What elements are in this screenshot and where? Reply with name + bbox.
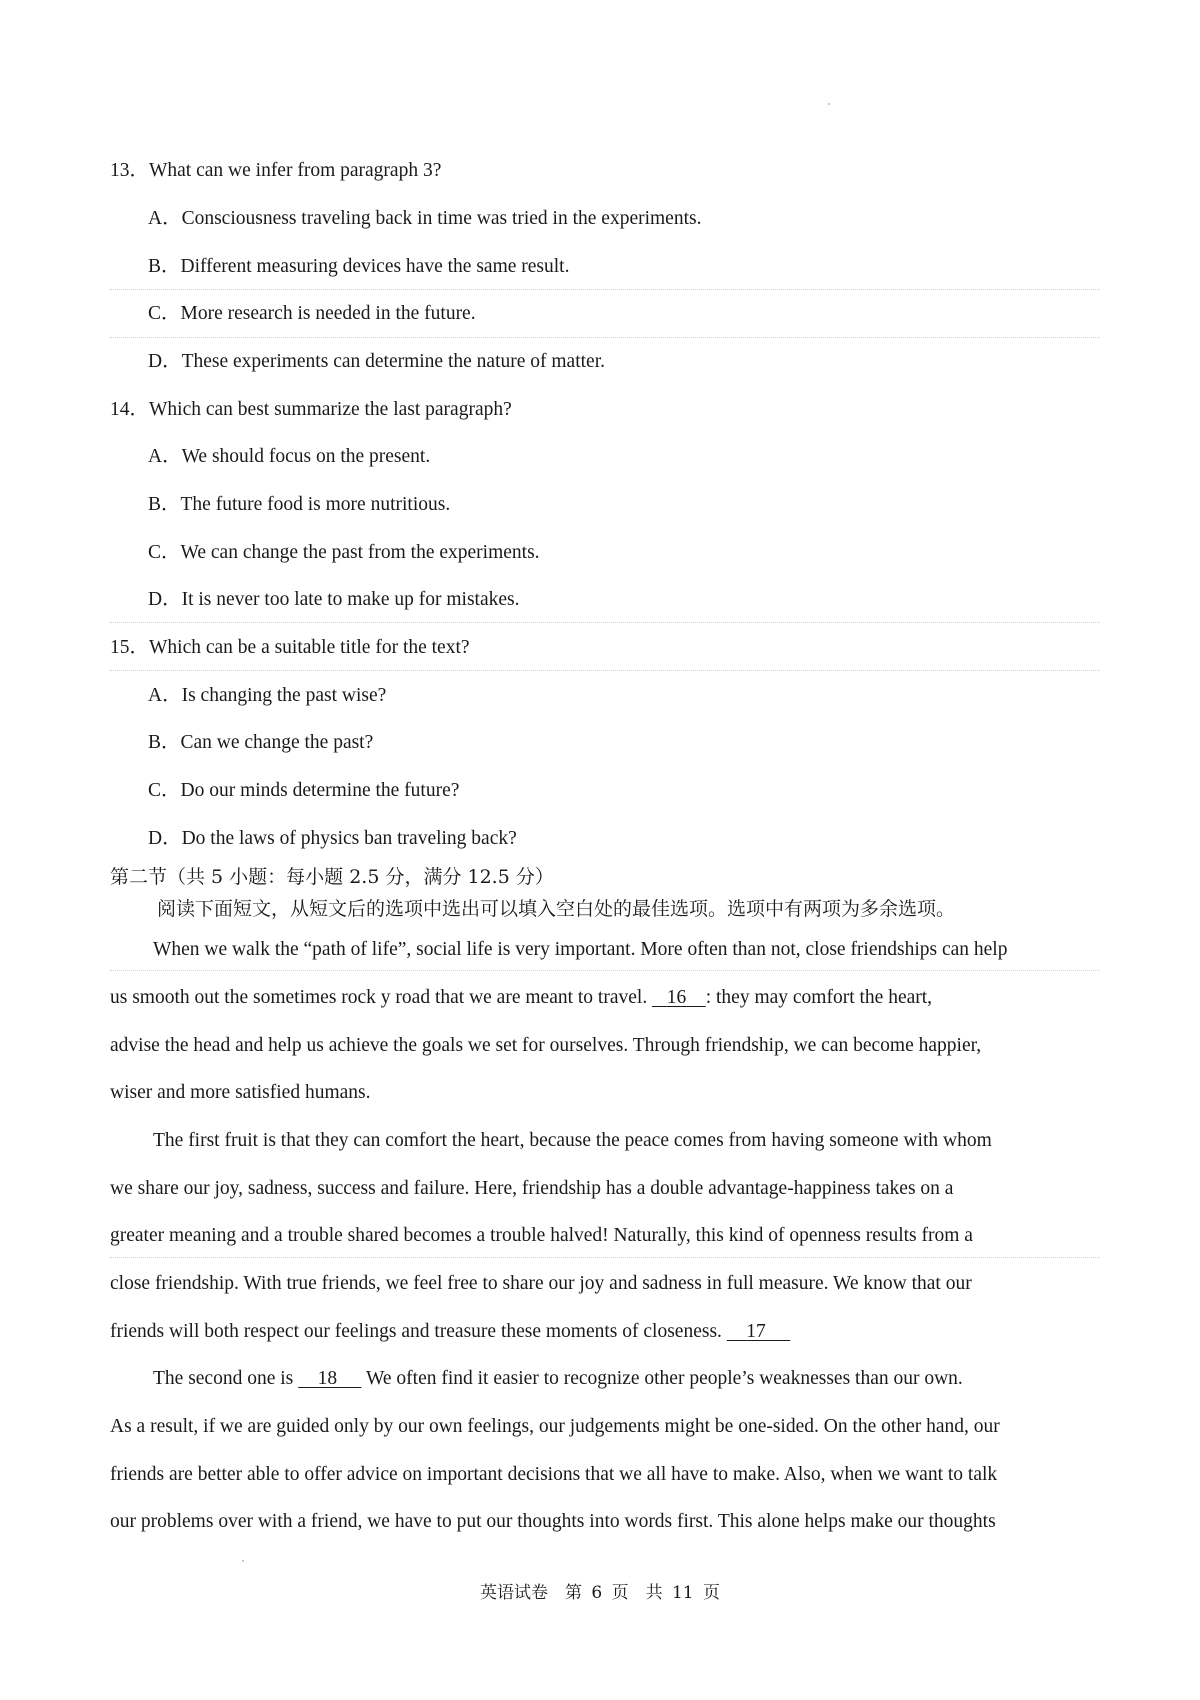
question-15-option-b: B．Can we change the past? [148, 732, 374, 753]
question-14-option-c: C．We can change the past from the experiments. [148, 542, 540, 563]
passage-p2-line-5 [110, 1320, 790, 1344]
blank-17-number: 17 [746, 1321, 766, 1342]
passage-p2-line-5-text: friends will both respect our feelings and treasure these moments of closeness. [110, 1321, 727, 1342]
blank-16 [652, 986, 706, 1010]
scan-dotted-rule [110, 337, 1100, 338]
passage-p3-line-1 [153, 1367, 963, 1391]
question-14-stem: 14．Which can best summarize the last paragraph? [110, 399, 512, 420]
question-13-option-d: D．These experiments can determine the nature of matter. [148, 351, 605, 372]
passage-p1-line-4: wiser and more satisfied humans. [110, 1082, 371, 1103]
passage-p1-line-2 [110, 986, 932, 1010]
passage-p3-line-4: our problems over with a friend, we have to put our thoughts into words first. This alone helps make our thoughts [110, 1511, 996, 1532]
question-15-stem: 15．Which can be a suitable title for the text? [110, 637, 470, 658]
passage-p2-line-3: greater meaning and a trouble shared becomes a trouble halved! Naturally, this kind of openness results from a [110, 1225, 973, 1246]
question-13-option-c: C．More research is needed in the future. [148, 303, 476, 324]
scan-dotted-rule [110, 289, 1100, 290]
passage-p3-line-3: friends are better able to offer advice on important decisions that we all have to make. Also, when we want to talk [110, 1464, 998, 1485]
passage-p1-line-1: When we walk the “path of life”, social life is very important. More often than not, close friendships can help [153, 939, 1008, 960]
passage-p1-line-2-text-a: us smooth out the sometimes rock y road that we are meant to travel. [110, 987, 653, 1008]
passage-p1-line-3: advise the head and help us achieve the goals we set for ourselves. Through friendship, we can become happier, [110, 1035, 982, 1056]
section-2-instruction: 阅读下面短文，从短文后的选项中选出可以填入空白处的最佳选项。选项中有两项为多余选项。 [157, 898, 956, 920]
scan-dotted-rule [110, 970, 1100, 971]
question-14-option-b: B．The future food is more nutritious. [148, 494, 451, 515]
scan-dotted-rule [110, 622, 1100, 623]
blank-18-number: 18 [317, 1368, 338, 1389]
question-13-option-b: B．Different measuring devices have the same result. [148, 256, 570, 277]
scan-speck [242, 1560, 244, 1562]
question-15-option-a: A．Is changing the past wise? [148, 685, 387, 706]
passage-p3-line-2: As a result, if we are guided only by our own feelings, our judgements might be one-sided. On the other hand, our [110, 1416, 1000, 1437]
question-15-option-d: D．Do the laws of physics ban traveling back? [148, 828, 517, 849]
passage-p3-line-1-text-b: We often find it easier to recognize other people’s weaknesses than our own. [361, 1368, 963, 1389]
question-14-option-a: A．We should focus on the present. [148, 446, 431, 467]
passage-p2-line-1: The first fruit is that they can comfort the heart, because the peace comes from having someone with whom [153, 1130, 992, 1151]
blank-16-number: 16 [666, 987, 687, 1008]
question-13-option-a: A．Consciousness traveling back in time was tried in the experiments. [148, 208, 702, 229]
passage-p2-line-2: we share our joy, sadness, success and failure. Here, friendship has a double advantage-happiness takes on a [110, 1178, 954, 1199]
passage-p1-line-2-text-b: : they may comfort the heart, [705, 987, 933, 1008]
scan-speck [828, 103, 830, 105]
scan-dotted-rule [110, 1257, 1100, 1258]
passage-p2-line-4: close friendship. With true friends, we feel free to share our joy and sadness in full measure. We know that our [110, 1273, 972, 1294]
page-footer: 英语试卷 第 6 页 共 11 页 [479, 1583, 721, 1603]
question-14-option-d: D．It is never too late to make up for mistakes. [148, 589, 520, 610]
question-15-option-c: C．Do our minds determine the future? [148, 780, 460, 801]
passage-p3-line-1-text-a: The second one is [153, 1368, 299, 1389]
scan-dotted-rule [110, 670, 1100, 671]
question-13-stem: 13．What can we infer from paragraph 3? [110, 160, 442, 181]
blank-17 [727, 1320, 790, 1344]
section-2-heading: 第二节（共 5 小题：每小题 2.5 分，满分 12.5 分） [110, 866, 554, 888]
blank-18 [298, 1367, 361, 1391]
